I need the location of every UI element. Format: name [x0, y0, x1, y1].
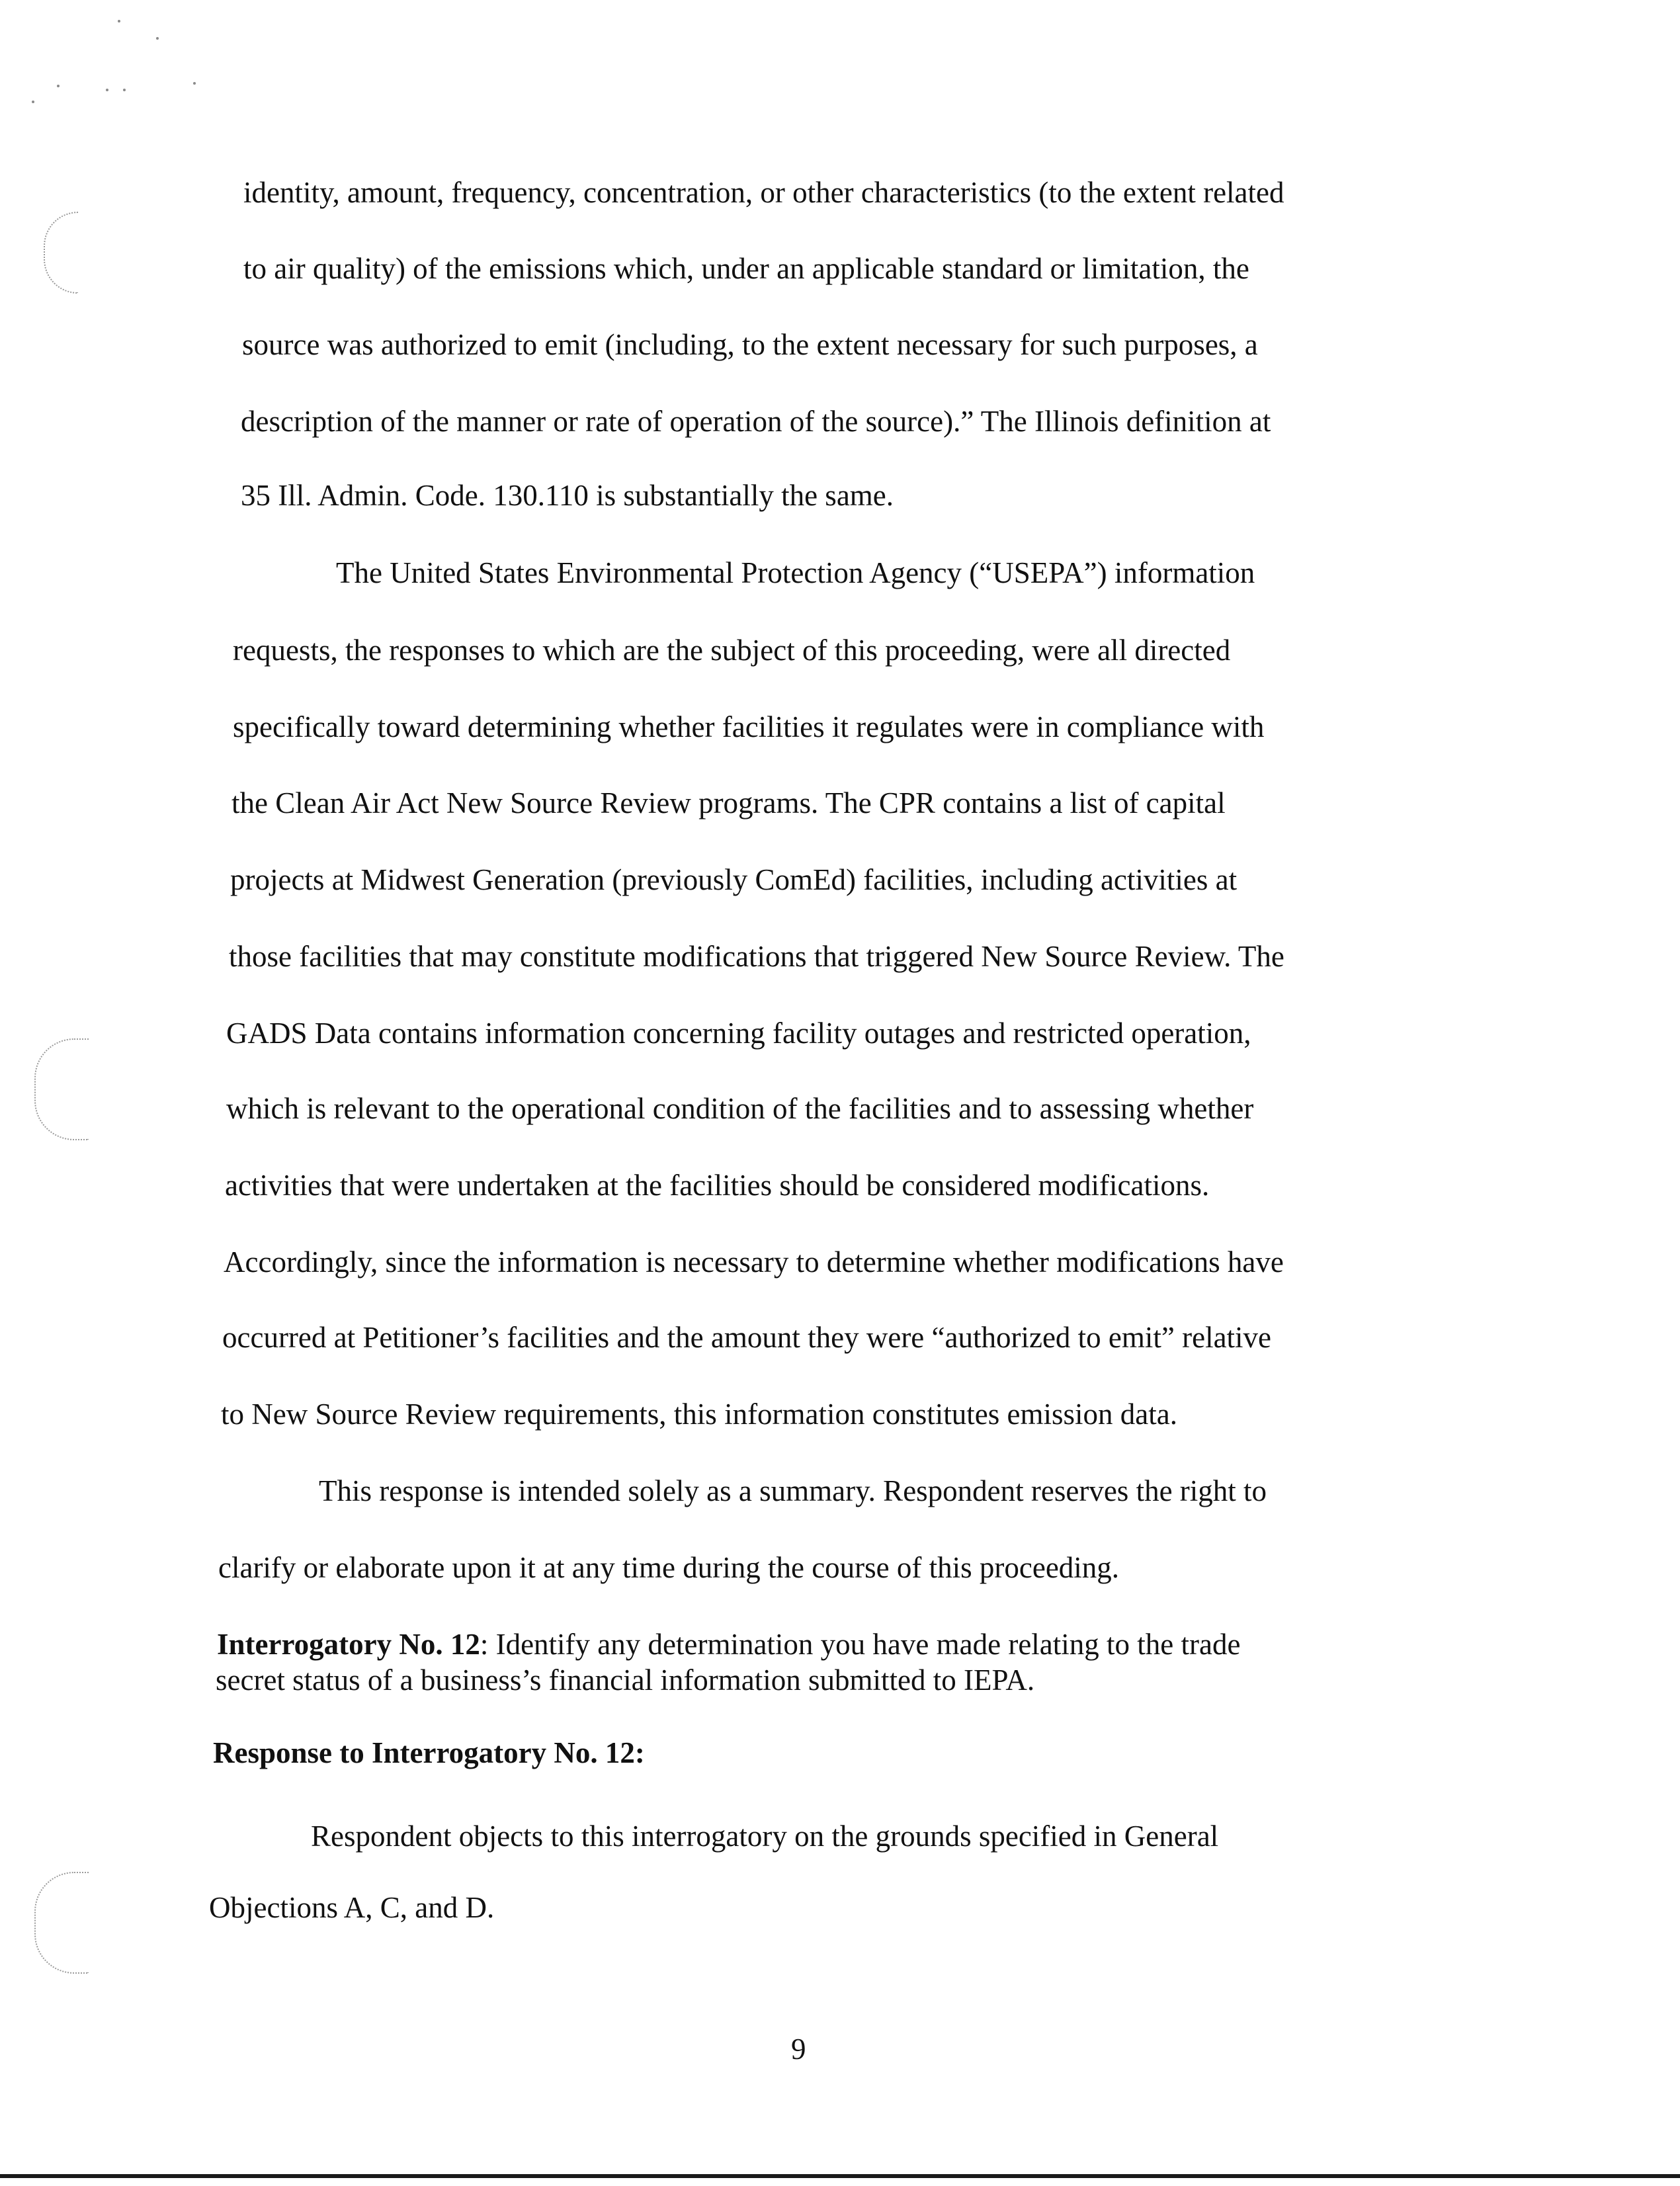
body-text-line: Respondent objects to this interrogatory on the grounds specified in General: [311, 1820, 1219, 1853]
hole-punch-mark: [44, 212, 78, 294]
body-text-line: projects at Midwest Generation (previously ComEd) facilities, including activities at: [230, 863, 1238, 896]
body-text-line: those facilities that may constitute modifications that triggered New Source Review. The: [229, 940, 1284, 973]
body-text-line: activities that were undertaken at the facilities should be considered modifications.: [225, 1169, 1210, 1202]
body-text-line: to air quality) of the emissions which, under an applicable standard or limitation, the: [243, 252, 1249, 285]
response-heading: Response to Interrogatory No. 12:: [213, 1736, 645, 1769]
scan-speck: [193, 82, 196, 85]
interrogatory-text: : Identify any determination you have made relating to the trade: [480, 1628, 1241, 1661]
body-text-line: to New Source Review requirements, this information constitutes emission data.: [221, 1398, 1177, 1431]
body-text-line: The United States Environmental Protection Agency (“USEPA”) information: [336, 556, 1255, 589]
scan-speck: [57, 85, 60, 87]
interrogatory-label: Interrogatory No. 12: [217, 1628, 480, 1661]
scan-bottom-edge: [0, 2174, 1680, 2178]
body-text-line: This response is intended solely as a summary. Respondent reserves the right to: [319, 1474, 1267, 1507]
body-text-line: the Clean Air Act New Source Review programs. The CPR contains a list of capital: [231, 786, 1226, 820]
scan-speck: [32, 101, 34, 103]
body-text-line: 35 Ill. Admin. Code. 130.110 is substantially the same.: [241, 479, 894, 512]
body-text-line: specifically toward determining whether facilities it regulates were in compliance with: [233, 710, 1265, 743]
body-text-line: Objections A, C, and D.: [209, 1891, 495, 1924]
body-text-line: identity, amount, frequency, concentration, or other characteristics (to the extent related: [243, 176, 1284, 209]
scan-speck: [123, 89, 126, 91]
scan-speck: [156, 37, 159, 40]
hole-punch-mark: [34, 1038, 89, 1140]
body-text-line: GADS Data contains information concerning facility outages and restricted operation,: [226, 1017, 1251, 1050]
body-text-line: description of the manner or rate of operation of the source).” The Illinois definition at: [241, 405, 1271, 438]
body-text-line: which is relevant to the operational condition of the facilities and to assessing whether: [226, 1092, 1254, 1125]
body-text-line: requests, the responses to which are the subject of this proceeding, were all directed: [233, 634, 1231, 667]
hole-punch-mark: [34, 1872, 89, 1974]
interrogatory-line: [217, 1626, 1240, 1663]
body-text-line: source was authorized to emit (including, to the extent necessary for such purposes, a: [242, 328, 1258, 361]
body-text-line: clarify or elaborate upon it at any time during the course of this proceeding.: [218, 1551, 1120, 1584]
body-text-line: Accordingly, since the information is necessary to determine whether modifications have: [224, 1245, 1284, 1279]
interrogatory-line: secret status of a business’s financial information submitted to IEPA.: [216, 1663, 1035, 1697]
body-text-line: occurred at Petitioner’s facilities and the amount they were “authorized to emit” relative: [222, 1321, 1272, 1354]
page-number: 9: [791, 2033, 806, 2066]
scan-speck: [106, 89, 108, 91]
scan-speck: [118, 20, 120, 22]
